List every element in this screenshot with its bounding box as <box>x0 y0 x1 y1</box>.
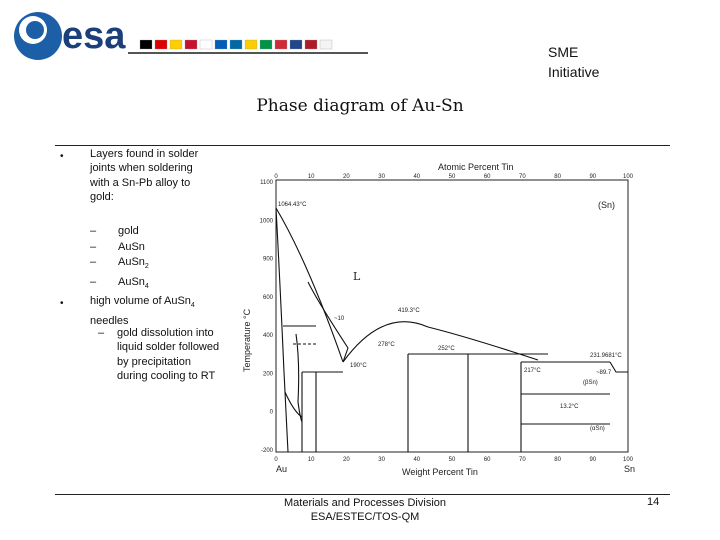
tick-label: 70 <box>519 457 526 463</box>
tick-label: 60 <box>483 174 491 180</box>
y-axis-title: Temperature °C <box>242 308 252 372</box>
flag-icon <box>260 40 272 49</box>
bottom-tick-labels <box>274 457 633 463</box>
annotation: (βSn) <box>583 380 598 386</box>
bullet-needles-text: high volume of AuSn$_4$ needles <box>90 295 195 327</box>
tick-label: 30 <box>378 457 385 463</box>
dash-marker: – <box>98 327 105 339</box>
tick-label: 0 <box>274 174 278 180</box>
list-item-label: AuSn <box>118 240 145 253</box>
annotation: 190°C <box>350 363 367 369</box>
au-label: Au <box>276 464 288 474</box>
slide-title: Phase diagram of Au-Sn <box>256 96 464 116</box>
flag-icon <box>245 40 257 49</box>
logo-wordmark: esa <box>62 15 126 57</box>
flag-icon <box>185 40 197 49</box>
tick-label: 30 <box>378 174 385 180</box>
diagram-annotations <box>278 202 622 432</box>
tick-label: 60 <box>483 457 491 463</box>
page-number: 14 <box>647 496 660 508</box>
left-tick-labels <box>260 180 274 454</box>
tick-label: 80 <box>554 457 561 463</box>
tick-label: 200 <box>262 371 273 378</box>
flag-icon <box>155 40 167 49</box>
tick-label: -200 <box>260 448 273 454</box>
tick-label: 50 <box>448 174 456 180</box>
sn-corner-label: (Sn) <box>598 200 616 210</box>
list-item-ausn <box>90 240 220 256</box>
tick-label: 0 <box>274 457 278 463</box>
flag-strip <box>140 40 332 49</box>
flag-icon <box>320 40 332 49</box>
annotation: ~10 <box>334 316 345 322</box>
list-item-gold <box>90 224 220 240</box>
tick-label: 50 <box>448 457 456 463</box>
tick-label: 10 <box>307 457 315 463</box>
flag-icon <box>230 40 242 49</box>
tick-label: 100 <box>622 457 634 463</box>
tick-label: 80 <box>554 174 561 180</box>
top-tick-labels <box>274 174 633 180</box>
footer-division: Materials and Processes Division <box>283 497 446 509</box>
list-item-label: AuSn$_4$ <box>118 275 149 291</box>
flag-icon <box>140 40 152 49</box>
flag-icon <box>290 40 302 49</box>
bottom-axis-title: Weight Percent Tin <box>402 467 478 477</box>
flag-icon <box>305 40 317 49</box>
plot-frame <box>276 180 628 452</box>
liquid-label: L <box>353 270 361 283</box>
sn-label: Sn <box>624 464 636 474</box>
tick-label: 40 <box>413 174 421 180</box>
tick-label: 1000 <box>259 218 273 225</box>
initiative-line: Initiative <box>548 64 600 80</box>
footer <box>250 496 480 524</box>
flag-icon <box>275 40 287 49</box>
tick-label: 90 <box>589 174 597 180</box>
list-item-ausn2 <box>90 255 220 275</box>
tick-label: 1100 <box>260 180 273 186</box>
bullet-marker: • <box>60 151 64 162</box>
sme-initiative-label <box>548 42 599 82</box>
annotation: ~89.7 <box>596 370 612 376</box>
annotation: 252°C <box>438 346 455 352</box>
annotation: 231.9681°C <box>590 353 622 359</box>
list-item-label: gold <box>118 225 139 237</box>
top-axis-title: Atomic Percent Tin <box>438 162 514 172</box>
sub-bullet <box>100 326 220 384</box>
list-item-ausn4 <box>90 275 220 295</box>
bullet-marker: • <box>60 298 64 309</box>
tick-label: 0 <box>269 409 273 416</box>
annotation: 419.3°C <box>398 308 420 314</box>
tick-label: 70 <box>519 174 526 180</box>
list-item-label: AuSn$_2$ <box>118 256 149 271</box>
annotation: 13.2°C <box>560 404 579 410</box>
tick-label: 20 <box>343 457 350 463</box>
annotation: 278°C <box>378 342 395 348</box>
flag-icon <box>200 40 212 49</box>
top-divider <box>55 145 670 146</box>
layer-list <box>90 224 220 295</box>
sme-line: SME <box>548 44 579 60</box>
annotation: 217°C <box>524 368 541 374</box>
tick-label: 100 <box>622 174 634 180</box>
phase-boundaries <box>276 208 628 452</box>
tick-label: 90 <box>589 457 597 463</box>
annotation: 1064.43°C <box>278 202 307 208</box>
flag-icon <box>215 40 227 49</box>
tick-label: 40 <box>413 457 421 463</box>
tick-label: 900 <box>262 256 273 263</box>
esa-logo <box>8 6 370 64</box>
flag-icon <box>170 40 182 49</box>
phase-diagram-figure <box>238 162 700 478</box>
footer-department: ESA/ESTEC/TOS-QM <box>310 511 420 523</box>
bullet-layers-text: Layers found in solder joints when soldering with a Sn-Pb alloy to gold: <box>90 148 199 204</box>
bottom-divider <box>55 494 670 495</box>
tick-label: 10 <box>307 174 315 180</box>
sub-bullet-text: gold dissolution into liquid solder followed by precipitation during cooling to RT <box>117 327 220 383</box>
tick-label: 400 <box>262 333 273 340</box>
tick-label: 20 <box>343 174 350 180</box>
annotation: (αSn) <box>590 426 605 432</box>
tick-label: 600 <box>262 294 273 301</box>
